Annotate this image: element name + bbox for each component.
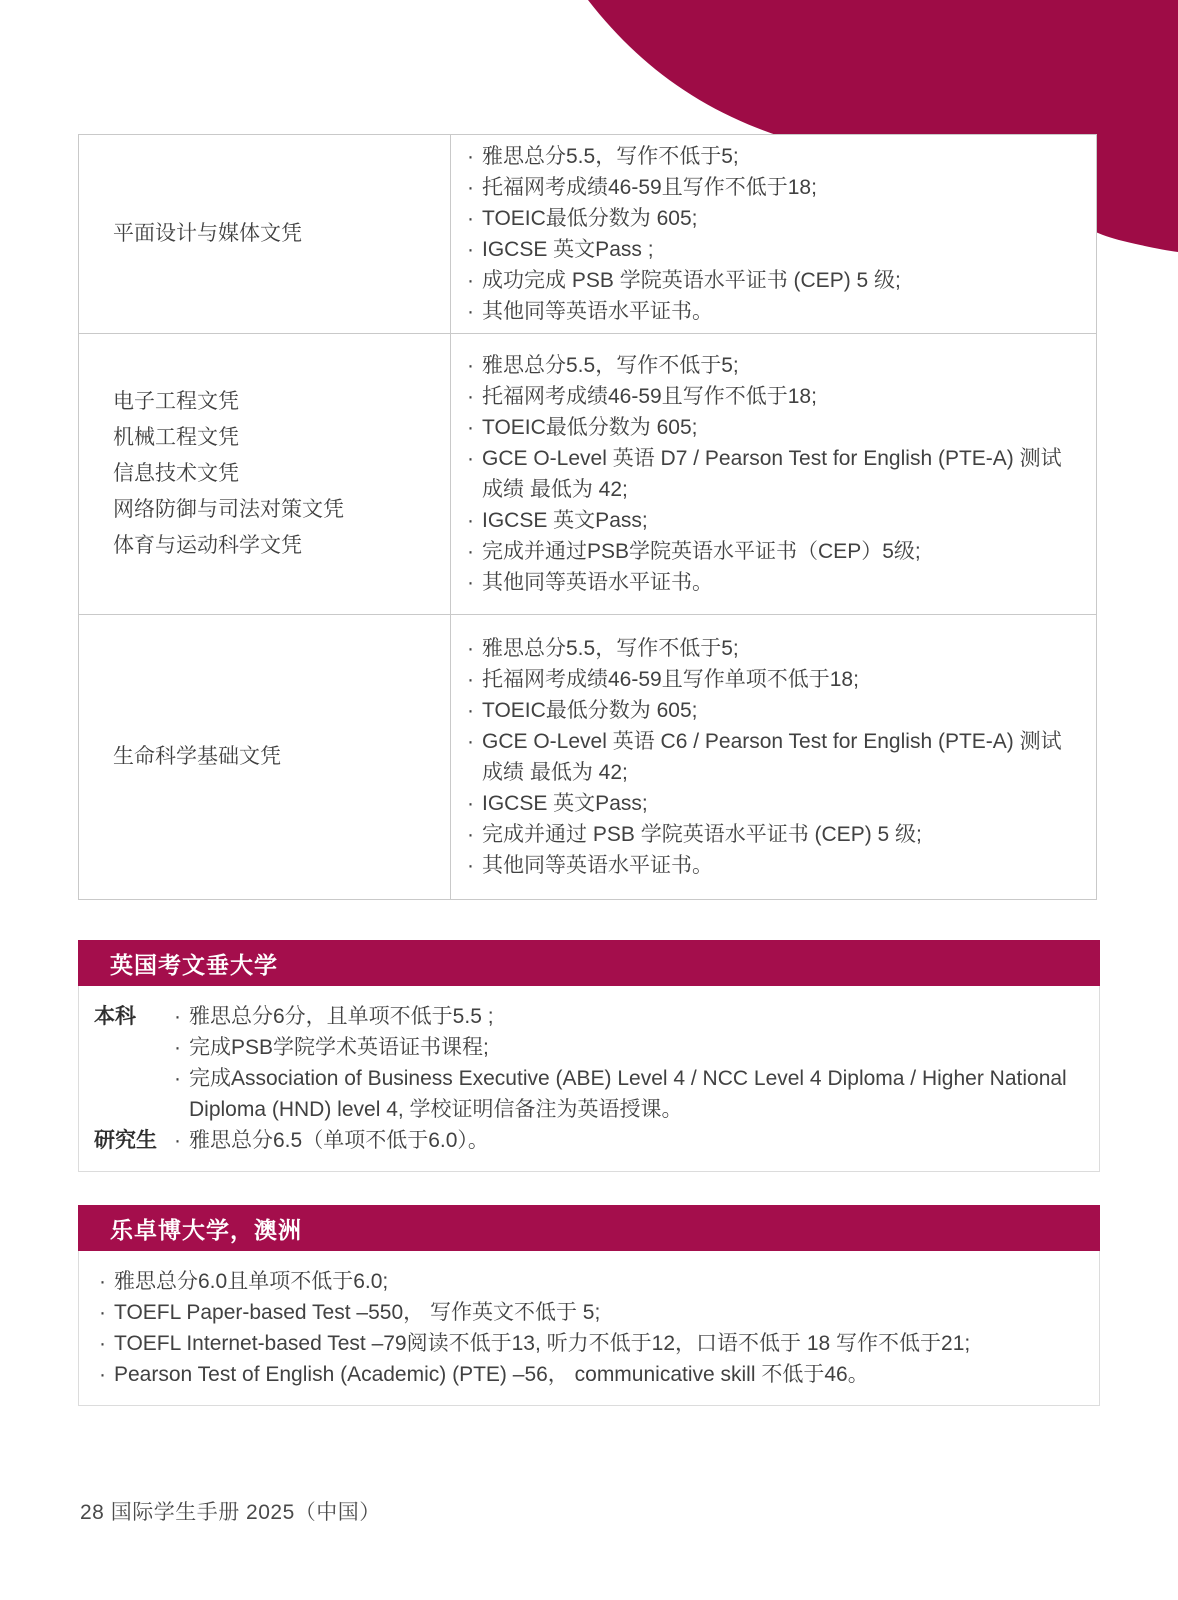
requirement-text: TOEFL Paper-based Test –550， 写作英文不低于 5; [114,1301,601,1324]
requirement-item [174,1063,1079,1125]
section-title: 乐卓博大学，澳洲 [110,1216,302,1243]
requirement-text: 雅思总分6分，且单项不低于5.5 ; [189,1005,494,1028]
requirement-text: 雅思总分5.5，写作不低于5; [482,637,739,660]
bullet-dot: · [467,540,474,563]
bullet-dot: · [467,176,474,199]
bullet-dot: · [174,1036,181,1059]
requirement-text: 托福网考成绩46-59且写作单项不低于18; [482,668,859,691]
university-section-coventry [78,940,1100,1172]
bullet-dot: · [467,269,474,292]
requirement-item [467,695,1072,726]
requirement-item [467,265,1072,296]
requirement-item [467,443,1072,505]
requirement-text: TOEIC最低分数为 605; [482,416,698,439]
requirement-text: 其他同等英语水平证书。 [482,854,713,877]
requirement-text: TOEIC最低分数为 605; [482,699,698,722]
program-cell [79,334,451,614]
bullet-dot: · [99,1332,106,1355]
bullet-dot: · [174,1129,181,1152]
bullet-dot: · [467,509,474,532]
bullet-dot: · [467,207,474,230]
level-items [174,1125,1079,1156]
bullet-dot: · [174,1005,181,1028]
requirement-text: IGCSE 英文Pass ; [482,238,654,261]
requirement-item [174,1001,1079,1032]
bullet-dot: · [99,1301,106,1324]
bullet-dot: · [467,854,474,877]
bullet-dot: · [467,571,474,594]
bullet-dot: · [467,300,474,323]
requirement-item [467,726,1072,788]
bullet-dot: · [467,354,474,377]
section-title: 英国考文垂大学 [110,951,278,978]
requirement-item [99,1359,1079,1390]
requirement-text: 完成并通过PSB学院英语水平证书（CEP）5级; [482,540,921,563]
requirement-text: 完成PSB学院学术英语证书课程; [189,1036,489,1059]
program-name: 电子工程文凭 [113,390,239,413]
requirement-text: 成功完成 PSB 学院英语水平证书 (CEP) 5 级; [482,269,901,292]
requirement-item [467,850,1072,881]
level-group-undergraduate [94,1001,1079,1125]
requirement-text: GCE O-Level 英语 C6 / Pearson Test for English (PTE-A) 测试成绩 最低为 42; [482,730,1062,784]
requirement-item [467,819,1072,850]
requirement-text: TOEIC最低分数为 605; [482,207,698,230]
requirement-item [467,203,1072,234]
requirement-item [99,1328,1079,1359]
requirement-item [467,350,1072,381]
bullet-dot: · [467,637,474,660]
requirement-item [174,1125,1079,1156]
bullet-dot: · [99,1270,106,1293]
program-name: 体育与运动科学文凭 [113,534,302,557]
requirement-text: 雅思总分6.0且单项不低于6.0; [114,1270,389,1293]
requirement-text: TOEFL Internet-based Test –79阅读不低于13, 听力不低于12，口语不低于 18 写作不低于21; [114,1332,971,1355]
bullet-dot: · [467,145,474,168]
requirement-text: 托福网考成绩46-59且写作不低于18; [482,385,817,408]
requirement-text: 完成并通过 PSB 学院英语水平证书 (CEP) 5 级; [482,823,922,846]
table-row [79,135,1096,333]
bullet-dot: · [174,1067,181,1090]
bullet-dot: · [467,416,474,439]
requirement-text: GCE O-Level 英语 D7 / Pearson Test for English (PTE-A) 测试成绩 最低为 42; [482,447,1062,501]
program-name: 平面设计与媒体文凭 [113,222,302,245]
university-section-latrobe [78,1205,1100,1406]
program-name: 信息技术文凭 [113,462,239,485]
requirement-item [467,788,1072,819]
level-label: 研究生 [94,1129,157,1152]
requirements-table [78,134,1097,900]
program-name: 生命科学基础文凭 [113,745,281,768]
requirements-cell [451,135,1096,333]
requirement-item [467,567,1072,598]
requirement-text: 雅思总分5.5，写作不低于5; [482,354,739,377]
program-cell [79,135,451,333]
bullet-dot: · [467,668,474,691]
requirements-cell [451,334,1096,614]
requirement-text: 托福网考成绩46-59且写作不低于18; [482,176,817,199]
section-body [78,986,1100,1172]
bullet-dot: · [467,792,474,815]
program-cell [79,615,451,899]
requirements-cell [451,615,1096,899]
requirement-text: IGCSE 英文Pass; [482,509,648,532]
footer-text: 28 国际学生手册 2025（中国） [80,1501,381,1524]
program-name: 机械工程文凭 [113,426,239,449]
requirement-text: 其他同等英语水平证书。 [482,300,713,323]
bullet-dot: · [467,447,474,470]
bullet-dot: · [467,238,474,261]
bullet-dot: · [467,385,474,408]
requirement-item [467,296,1072,327]
bullet-dot: · [467,823,474,846]
bullet-dot: · [467,699,474,722]
requirement-item [467,234,1072,265]
requirement-text: 其他同等英语水平证书。 [482,571,713,594]
requirement-text: IGCSE 英文Pass; [482,792,648,815]
requirement-item [467,141,1072,172]
requirement-item [467,505,1072,536]
requirement-text: 雅思总分6.5（单项不低于6.0）。 [189,1129,489,1152]
section-header [78,1205,1100,1251]
requirement-item [467,664,1072,695]
requirement-item [467,172,1072,203]
program-name: 网络防御与司法对策文凭 [113,498,344,521]
bullet-dot: · [99,1363,106,1386]
section-header [78,940,1100,986]
requirement-item [174,1032,1079,1063]
bullet-dot: · [467,730,474,753]
page-footer [80,1496,381,1526]
level-group-postgraduate [94,1125,1079,1156]
requirement-text: 雅思总分5.5，写作不低于5; [482,145,739,168]
table-row [79,333,1096,614]
requirement-item [467,536,1072,567]
requirement-item [467,633,1072,664]
section-body [78,1251,1100,1406]
requirement-item [99,1266,1079,1297]
level-label: 本科 [94,1005,136,1028]
requirement-text: Pearson Test of English (Academic) (PTE) –56， communicative skill 不低于46。 [114,1363,869,1386]
level-items [174,1001,1079,1125]
requirement-item [99,1297,1079,1328]
requirement-item [467,412,1072,443]
table-row [79,614,1096,899]
requirement-text: 完成Association of Business Executive (ABE) Level 4 / NCC Level 4 Diploma / Higher National Diploma (HND) level 4, 学校证明信备注为英语授课。 [189,1067,1067,1121]
requirement-item [467,381,1072,412]
